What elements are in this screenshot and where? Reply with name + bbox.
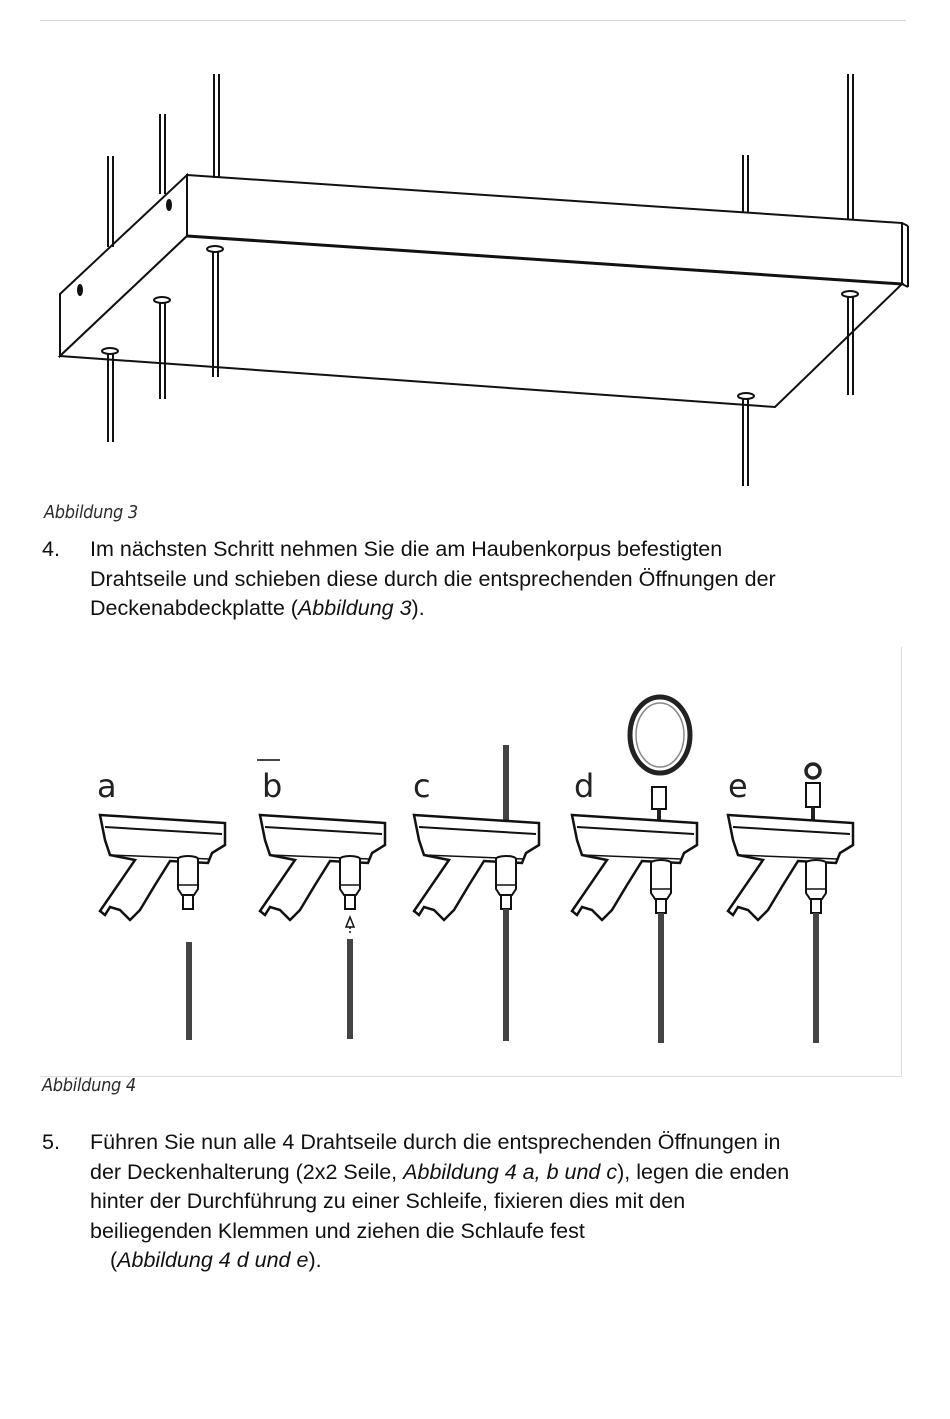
step-5-line-1: Führen Sie nun alle 4 Drahtseile durch die entsprechenden Öffnungen in — [90, 1130, 781, 1154]
panel-label-a: a — [97, 767, 117, 805]
step-5-line-2-end: ), legen die enden — [617, 1159, 790, 1184]
wire-rope-d — [658, 913, 664, 1043]
panel-label-b: b — [262, 767, 283, 805]
step-4-text — [90, 535, 910, 624]
panel-label-c: c — [413, 767, 431, 805]
clamp-d — [652, 787, 666, 809]
step-5-line-3: hinter der Durchführung zu einer Schleife, fixieren dies mit den — [90, 1189, 686, 1213]
step-4-line-1: Im nächsten Schritt nehmen Sie die am Haubenkorpus befestigten — [90, 537, 723, 561]
figure-3-reference: Abbildung 3 — [297, 596, 412, 620]
panel-label-d: d — [574, 767, 595, 805]
step-4-number: 4. — [42, 537, 60, 561]
top-rule — [40, 20, 906, 21]
step-5-line-5-end: ). — [308, 1248, 322, 1272]
step-5-text — [90, 1128, 910, 1276]
step-5-number: 5. — [42, 1130, 60, 1154]
wire-loop-d — [630, 697, 690, 773]
figure-4-caption: Abbildung 4 — [42, 1075, 136, 1096]
step-5-line-2-text: der Deckenhalterung (2x2 Seile, — [90, 1159, 404, 1184]
step-5-line-5 — [90, 1246, 910, 1276]
step-5-line-2 — [90, 1158, 910, 1188]
figure-3-illustration — [40, 22, 920, 500]
figure-3-caption: Abbildung 3 — [44, 502, 138, 523]
wire-rope-b — [347, 939, 353, 1039]
wire-rope-a — [186, 942, 192, 1040]
step-4-line-2: Drahtseile und schieben diese durch die entsprechenden Öffnungen der — [90, 566, 776, 591]
step-5-line-5-open: ( — [110, 1248, 118, 1272]
panel-label-e: e — [728, 767, 748, 805]
step-4-line-3-end: ). — [411, 596, 425, 620]
step-5-line-4: beiliegenden Klemmen und ziehen die Schlaufe fest — [90, 1218, 585, 1243]
arrow-up-icon — [346, 917, 354, 927]
step-4-line-3 — [90, 594, 910, 624]
wire-rope-e — [813, 913, 819, 1043]
figure-4-abc-reference: Abbildung 4 a, b und c — [403, 1159, 618, 1184]
step-4-line-3-text: Deckenabdeckplatte ( — [90, 596, 298, 620]
figure-4-illustration — [40, 647, 902, 1077]
wire-loop-e — [806, 764, 820, 778]
figure-4-de-reference: Abbildung 4 d und e — [117, 1248, 309, 1272]
clamp-e — [806, 783, 820, 807]
